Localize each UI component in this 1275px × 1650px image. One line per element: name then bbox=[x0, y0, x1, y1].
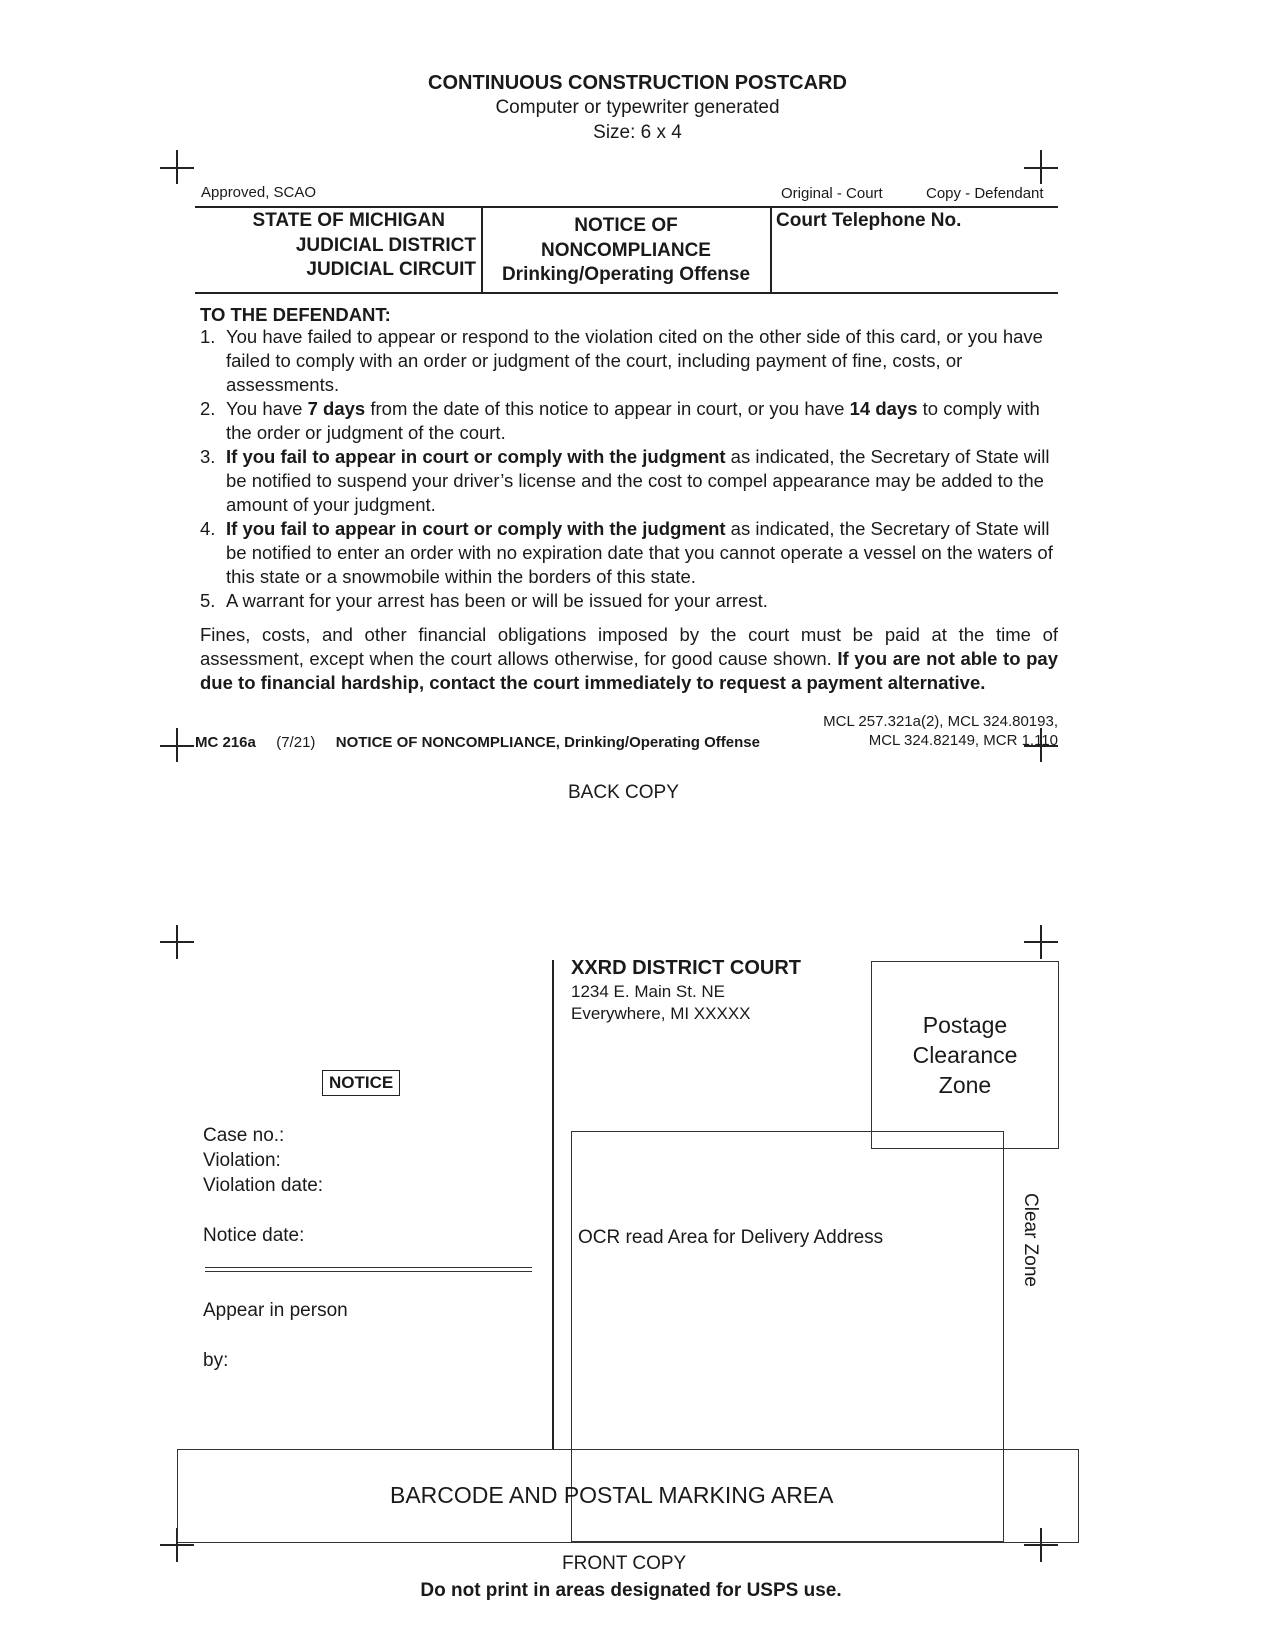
notice-item-text: 14 days bbox=[849, 398, 918, 419]
appear-in-person-label: Appear in person bbox=[203, 1300, 348, 1321]
crop-mark bbox=[1040, 150, 1042, 184]
caption-bottom-rule bbox=[195, 292, 1058, 294]
court-name: XXRD DISTRICT COURT bbox=[571, 957, 801, 979]
crop-mark bbox=[176, 150, 178, 184]
caption-divider bbox=[770, 207, 772, 293]
notice-caption bbox=[483, 214, 769, 288]
financial-paragraph-bold: If you are not able to pay due to financial hardship, contact the court immediately to request a payment alternative. bbox=[200, 648, 1058, 693]
form-footer bbox=[195, 734, 760, 751]
front-copy-label: FRONT COPY bbox=[562, 1553, 687, 1574]
notice-item bbox=[200, 589, 1060, 613]
form-title: NOTICE OF NONCOMPLIANCE bbox=[335, 734, 556, 751]
page-size-label: Size: 6 x 4 bbox=[593, 122, 682, 143]
approved-label: Approved, SCAO bbox=[201, 184, 317, 201]
notice-item-text: from the date of this notice to appear in court, or you have bbox=[365, 398, 850, 419]
postage-line: Clearance bbox=[912, 1042, 1018, 1068]
state-line: STATE OF MICHIGAN bbox=[252, 210, 445, 231]
notice-item-text: You have failed to appear or respond to the violation cited on the other side of this card, or you have failed to comply with an order or judgment of the court, including payment of fine, costs, or assessments. bbox=[226, 326, 1043, 395]
postage-line: Postage bbox=[922, 1012, 1008, 1038]
notice-item bbox=[200, 445, 1060, 517]
notice-items-list bbox=[200, 325, 1060, 613]
notice-item-number: 3. bbox=[200, 446, 216, 467]
notice-item-text: If you fail to appear in court or comply with the judgment bbox=[226, 446, 726, 467]
notice-line: NONCOMPLIANCE bbox=[541, 239, 711, 261]
court-telephone-label: Court Telephone No. bbox=[776, 210, 962, 231]
crop-mark bbox=[1040, 925, 1042, 959]
usps-warning: Do not print in areas designated for USPS use. bbox=[420, 1580, 842, 1601]
double-rule bbox=[205, 1271, 532, 1272]
barcode-area-label: BARCODE AND POSTAL MARKING AREA bbox=[390, 1482, 834, 1508]
case-number-label: Case no.: bbox=[203, 1125, 285, 1146]
court-address-line2: Everywhere, MI XXXXX bbox=[571, 1004, 751, 1023]
back-copy-label: BACK COPY bbox=[568, 782, 679, 803]
notice-item-text: as indicated, the Secretary of State will be notified to suspend your driver’s license and the cost to compel appearance may be added to the amount of your judgment. bbox=[226, 446, 1050, 515]
double-rule bbox=[205, 1267, 532, 1268]
notice-line: NOTICE OF bbox=[574, 215, 678, 236]
notice-item bbox=[200, 517, 1060, 589]
clear-zone-label: Clear Zone bbox=[1020, 1193, 1041, 1287]
notice-item-text: as indicated, the Secretary of State will be notified to enter an order with no expiration date that you cannot operate a vessel on the waters of this state or a snowmobile within the borders of this state. bbox=[226, 518, 1053, 587]
original-court-label: Original - Court bbox=[781, 185, 883, 202]
page-subtitle: Computer or typewriter generated bbox=[495, 97, 780, 118]
front-divider bbox=[552, 960, 554, 1450]
violation-date-label: Violation date: bbox=[203, 1175, 324, 1196]
notice-item-text: A warrant for your arrest has been or will be issued for your arrest. bbox=[226, 590, 768, 611]
notice-item-text: You have bbox=[226, 398, 308, 419]
notice-item-number: 5. bbox=[200, 590, 216, 611]
statutes-line: MCL 324.82149, MCR 1.110 bbox=[868, 732, 1058, 749]
appear-by-label: by: bbox=[203, 1350, 229, 1371]
notice-item-number: 4. bbox=[200, 518, 216, 539]
notice-item bbox=[200, 397, 1060, 445]
notice-badge: NOTICE bbox=[322, 1070, 400, 1096]
notice-date-label: Notice date: bbox=[203, 1225, 305, 1246]
court-caption bbox=[200, 209, 476, 283]
crop-mark bbox=[176, 728, 178, 762]
financial-paragraph bbox=[200, 623, 1058, 695]
ocr-area-label: OCR read Area for Delivery Address bbox=[578, 1227, 884, 1248]
statutes bbox=[823, 713, 1058, 749]
notice-item-text: 7 days bbox=[307, 398, 366, 419]
form-subtitle: , Drinking/Operating Offense bbox=[555, 734, 760, 751]
court-address-line1: 1234 E. Main St. NE bbox=[571, 982, 726, 1001]
notice-item-number: 1. bbox=[200, 326, 216, 347]
statutes-line: MCL 257.321a(2), MCL 324.80193, bbox=[823, 713, 1058, 730]
caption-top-rule bbox=[195, 206, 1058, 208]
crop-mark bbox=[176, 925, 178, 959]
copy-defendant-label: Copy - Defendant bbox=[926, 185, 1044, 202]
postage-label bbox=[871, 1010, 1059, 1100]
form-date: (7/21) bbox=[276, 734, 316, 751]
notice-item bbox=[200, 325, 1060, 397]
violation-label: Violation: bbox=[203, 1150, 281, 1171]
notice-item-text: If you fail to appear in court or comply with the judgment bbox=[226, 518, 726, 539]
notice-item-text: to comply with the order or judgment of the court. bbox=[226, 398, 1040, 443]
financial-paragraph-plain: Fines, costs, and other financial obligations imposed by the court must be paid at the time of assessment, except when the court allows otherwise, for good cause shown. bbox=[200, 624, 1058, 669]
page-title: CONTINUOUS CONSTRUCTION POSTCARD bbox=[428, 72, 847, 94]
postage-line: Zone bbox=[938, 1072, 992, 1098]
district-line: JUDICIAL DISTRICT bbox=[295, 234, 476, 256]
form-id: MC 216a bbox=[195, 734, 256, 751]
circuit-line: JUDICIAL CIRCUIT bbox=[306, 259, 476, 280]
notice-line: Drinking/Operating Offense bbox=[501, 264, 751, 285]
notice-item-number: 2. bbox=[200, 398, 216, 419]
to-defendant-heading: TO THE DEFENDANT: bbox=[200, 304, 391, 325]
